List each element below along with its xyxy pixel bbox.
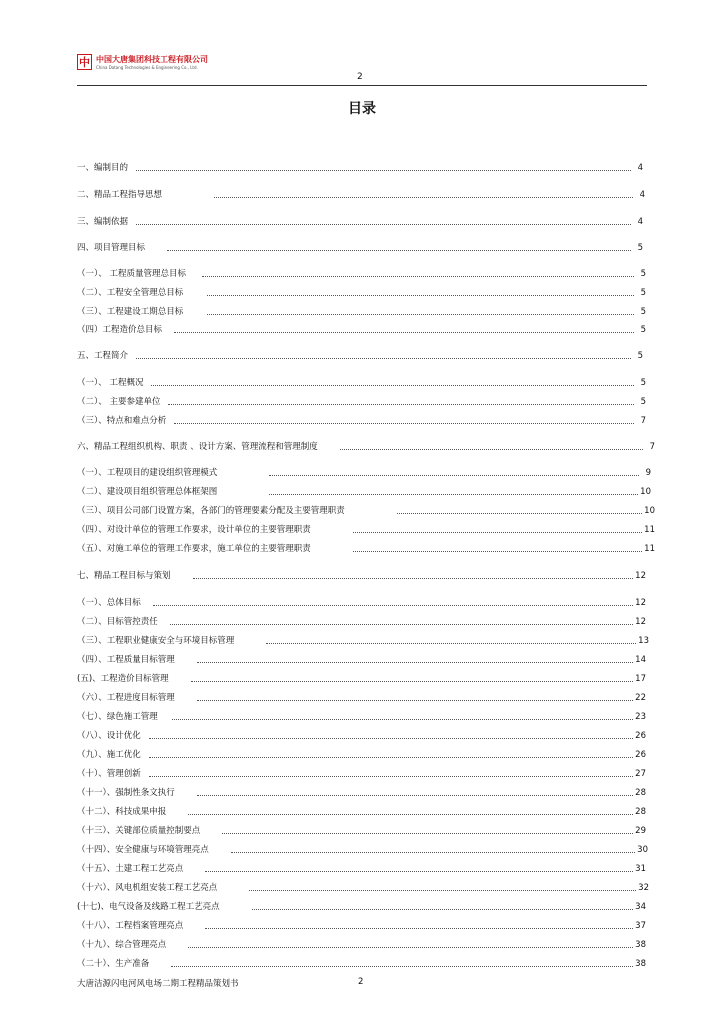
- toc-entry-label: （五）、对施工单位的管理工作要求，施工单位的主要管理职责: [77, 544, 311, 554]
- toc-entry[interactable]: [77, 823, 646, 837]
- toc-leader: [188, 947, 633, 948]
- toc-leader: [231, 852, 635, 853]
- header-divider: [77, 85, 647, 86]
- toc-leader: [153, 605, 633, 606]
- toc-entry-label: （十八）、工程档案管理亮点: [77, 921, 184, 931]
- toc-leader: [174, 332, 634, 333]
- toc-entry-page: 32: [638, 883, 649, 893]
- toc-entry-label: (五)、工程造价目标管理: [77, 674, 169, 684]
- toc-leader: [136, 170, 631, 171]
- toc-entry-page: 10: [644, 506, 655, 516]
- footer-document-title: 大唐洁源闪电河风电场二期工程精品策划书: [77, 979, 239, 989]
- toc-leader: [167, 250, 631, 251]
- toc-entry-page: 5: [640, 325, 646, 335]
- toc-entry-page: 38: [635, 959, 646, 969]
- toc-leader: [202, 276, 634, 277]
- toc-entry[interactable]: [77, 285, 646, 299]
- toc-leader: [269, 494, 638, 495]
- toc-entry[interactable]: [77, 652, 646, 666]
- toc-entry-page: 10: [640, 487, 651, 497]
- toc-entry-page: 5: [640, 288, 646, 298]
- toc-leader: [136, 224, 631, 225]
- toc-entry-label: （四）、对设计单位的管理工作要求，设计单位的主要管理职责: [77, 525, 311, 535]
- toc-entry-page: 34: [635, 902, 646, 912]
- toc-entry-page: 13: [638, 636, 649, 646]
- toc-leader: [197, 662, 633, 663]
- toc-entry-label: （九）、施工优化: [77, 750, 141, 760]
- toc-leader: [249, 890, 636, 891]
- toc-leader: [222, 833, 633, 834]
- toc-entry-page: 5: [640, 269, 646, 279]
- toc-entry-page: 5: [640, 397, 646, 407]
- toc-leader: [197, 795, 633, 796]
- toc-entry-label: （三）、工程建设工期总目标: [77, 307, 184, 317]
- toc-leader: [205, 871, 633, 872]
- toc-entry-page: 5: [640, 378, 646, 388]
- toc-leader: [151, 385, 634, 386]
- toc-leader: [193, 578, 634, 579]
- toc-entry[interactable]: [77, 633, 649, 647]
- header-page-number: 2: [357, 72, 363, 82]
- toc-leader: [214, 197, 633, 198]
- toc-entry[interactable]: [77, 266, 646, 280]
- toc-leader: [174, 423, 634, 424]
- toc-entry-page: 30: [637, 845, 648, 855]
- toc-entry-page: 26: [635, 750, 646, 760]
- toc-entry[interactable]: [77, 187, 645, 201]
- toc-entry[interactable]: [77, 304, 646, 318]
- company-name-en: China Datang Technologies & Engineering Co., Ltd.: [96, 65, 198, 70]
- toc-entry-page: 28: [635, 788, 646, 798]
- toc-entry[interactable]: [77, 413, 646, 427]
- toc-leader: [171, 966, 633, 967]
- toc-entry[interactable]: [77, 522, 655, 536]
- toc-entry-label: 五、工程简介: [77, 351, 129, 361]
- toc-entry[interactable]: [77, 484, 651, 498]
- toc-entry-label: （十四）、安全健康与环境管理亮点: [77, 845, 209, 855]
- toc-entry[interactable]: [77, 322, 646, 336]
- toc-entry[interactable]: [77, 861, 646, 875]
- toc-leader: [207, 295, 634, 296]
- toc-entry[interactable]: [77, 766, 646, 780]
- company-name-cn: 中国大唐集团科技工程有限公司: [96, 55, 208, 64]
- toc-entry[interactable]: [77, 568, 646, 582]
- toc-entry-label: （三）、项目公司部门设置方案，各部门的管理要素分配及主要管理职责: [77, 506, 345, 516]
- toc-leader: [168, 404, 634, 405]
- toc-entry[interactable]: [77, 348, 643, 362]
- toc-entry-page: 5: [637, 351, 643, 361]
- toc-entry[interactable]: [77, 439, 655, 453]
- toc-leader: [397, 513, 642, 514]
- toc-leader: [205, 928, 633, 929]
- toc-entry[interactable]: [77, 465, 651, 479]
- footer-page-number: 2: [358, 977, 364, 987]
- toc-entry-page: 17: [635, 674, 646, 684]
- toc-entry[interactable]: [77, 240, 643, 254]
- toc-entry-page: 5: [637, 243, 643, 253]
- toc-leader: [191, 681, 634, 682]
- toc-entry-label: （一）、总体目标: [77, 598, 141, 608]
- toc-leader: [353, 551, 642, 552]
- toc-entry[interactable]: [77, 671, 646, 685]
- company-logo: 中: [79, 55, 90, 69]
- page-title: 目录: [348, 101, 376, 117]
- toc-entry-label: （三）、工程职业健康安全与环境目标管理: [77, 636, 235, 646]
- toc-entry-label: （十）、管理创新: [77, 769, 141, 779]
- toc-entry[interactable]: [77, 937, 646, 951]
- toc-entry[interactable]: [77, 595, 646, 609]
- toc-entry[interactable]: [77, 394, 646, 408]
- toc-entry-page: 11: [644, 525, 655, 535]
- toc-entry-page: 4: [637, 217, 643, 227]
- toc-entry-page: 14: [635, 655, 646, 665]
- toc-entry[interactable]: [77, 956, 646, 970]
- toc-entry-label: （十三）、关键部位质量控制要点: [77, 826, 201, 836]
- toc-leader: [353, 532, 642, 533]
- toc-entry[interactable]: [77, 747, 646, 761]
- toc-entry-page: 37: [635, 921, 646, 931]
- toc-entry-label: （十一）、强制性条文执行: [77, 788, 175, 798]
- toc-entry-label: （十六）、风电机组安装工程工艺亮点: [77, 883, 218, 893]
- toc-entry[interactable]: [77, 160, 643, 174]
- toc-entry-label: （四）、工程质量目标管理: [77, 655, 175, 665]
- toc-entry-page: 28: [635, 807, 646, 817]
- toc-entry-page: 7: [649, 442, 655, 452]
- toc-leader: [252, 909, 634, 910]
- toc-leader: [172, 719, 633, 720]
- toc-leader: [266, 643, 636, 644]
- toc-entry-label: （八）、设计优化: [77, 731, 141, 741]
- toc-entry-label: 七、精品工程目标与策划: [77, 571, 171, 581]
- toc-entry-label: 二、精品工程指导思想: [77, 190, 163, 200]
- toc-entry[interactable]: [77, 842, 648, 856]
- toc-entry-label: （十五）、土建工程工艺亮点: [77, 864, 184, 874]
- toc-entry-label: （一）、工程项目的建设组织管理模式: [77, 468, 218, 478]
- toc-entry[interactable]: [77, 375, 646, 389]
- toc-entry-label: （四）工程造价总目标: [77, 325, 163, 335]
- toc-entry[interactable]: [77, 728, 646, 742]
- toc-entry-page: 27: [635, 769, 646, 779]
- toc-entry[interactable]: [77, 690, 646, 704]
- toc-entry[interactable]: [77, 880, 649, 894]
- toc-entry-label: （一）、 工程质量管理总目标: [77, 269, 186, 279]
- toc-entry-label: （一）、 工程概况: [77, 378, 144, 388]
- toc-leader: [269, 475, 639, 476]
- toc-entry-page: 11: [644, 544, 655, 554]
- toc-leader: [197, 700, 633, 701]
- toc-entry-label: （七）、绿色施工管理: [77, 712, 158, 722]
- toc-entry-label: （十九）、综合管理亮点: [77, 940, 167, 950]
- toc-entry-page: 26: [635, 731, 646, 741]
- toc-entry-page: 29: [635, 826, 646, 836]
- toc-leader: [149, 776, 633, 777]
- toc-entry[interactable]: [77, 899, 646, 913]
- toc-entry-label: 三、编制依据: [77, 217, 129, 227]
- toc-entry[interactable]: [77, 804, 646, 818]
- toc-leader: [207, 314, 634, 315]
- toc-entry-page: 12: [635, 598, 646, 608]
- toc-entry-page: 23: [635, 712, 646, 722]
- toc-entry-label: （三）、特点和难点分析: [77, 416, 167, 426]
- toc-entry-page: 12: [635, 571, 646, 581]
- toc-entry-page: 38: [635, 940, 646, 950]
- toc-entry[interactable]: [77, 918, 646, 932]
- toc-leader: [149, 757, 633, 758]
- toc-leader: [136, 358, 631, 359]
- toc-entry-label: (十七)、电气设备及线路工程工艺亮点: [77, 902, 220, 912]
- toc-entry-page: 31: [635, 864, 646, 874]
- toc-entry-label: 六、精品工程组织机构、职责 、设计方案、管理流程和管理制度: [77, 442, 318, 452]
- toc-entry[interactable]: [77, 541, 655, 555]
- toc-leader: [340, 449, 643, 450]
- toc-leader: [188, 814, 633, 815]
- toc-entry-label: 一、编制目的: [77, 163, 129, 173]
- toc-entry-label: （二）、建设项目组织管理总体框架图: [77, 487, 218, 497]
- toc-entry-label: （六）、工程进度目标管理: [77, 693, 175, 703]
- toc-entry[interactable]: [77, 709, 646, 723]
- toc-leader: [170, 624, 633, 625]
- toc-entry-page: 4: [637, 163, 643, 173]
- toc-entry-page: 7: [640, 416, 646, 426]
- toc-entry[interactable]: [77, 614, 646, 628]
- toc-leader: [149, 738, 633, 739]
- toc-entry-label: （二）、工程安全管理总目标: [77, 288, 184, 298]
- toc-entry-label: （二）、目标管控责任: [77, 617, 158, 627]
- toc-entry-label: 四、项目管理目标: [77, 243, 146, 253]
- toc-entry[interactable]: [77, 214, 643, 228]
- toc-entry-page: 4: [639, 190, 645, 200]
- toc-entry-label: （二十）、生产准备: [77, 959, 150, 969]
- toc-entry-page: 5: [640, 307, 646, 317]
- toc-entry-page: 9: [645, 468, 651, 478]
- toc-entry-label: （二）、 主要参建单位: [77, 397, 161, 407]
- toc-entry[interactable]: [77, 785, 646, 799]
- toc-entry-page: 12: [635, 617, 646, 627]
- toc-entry-page: 22: [635, 693, 646, 703]
- toc-entry[interactable]: [77, 503, 655, 517]
- toc-entry-label: （十二）、科技成果申报: [77, 807, 167, 817]
